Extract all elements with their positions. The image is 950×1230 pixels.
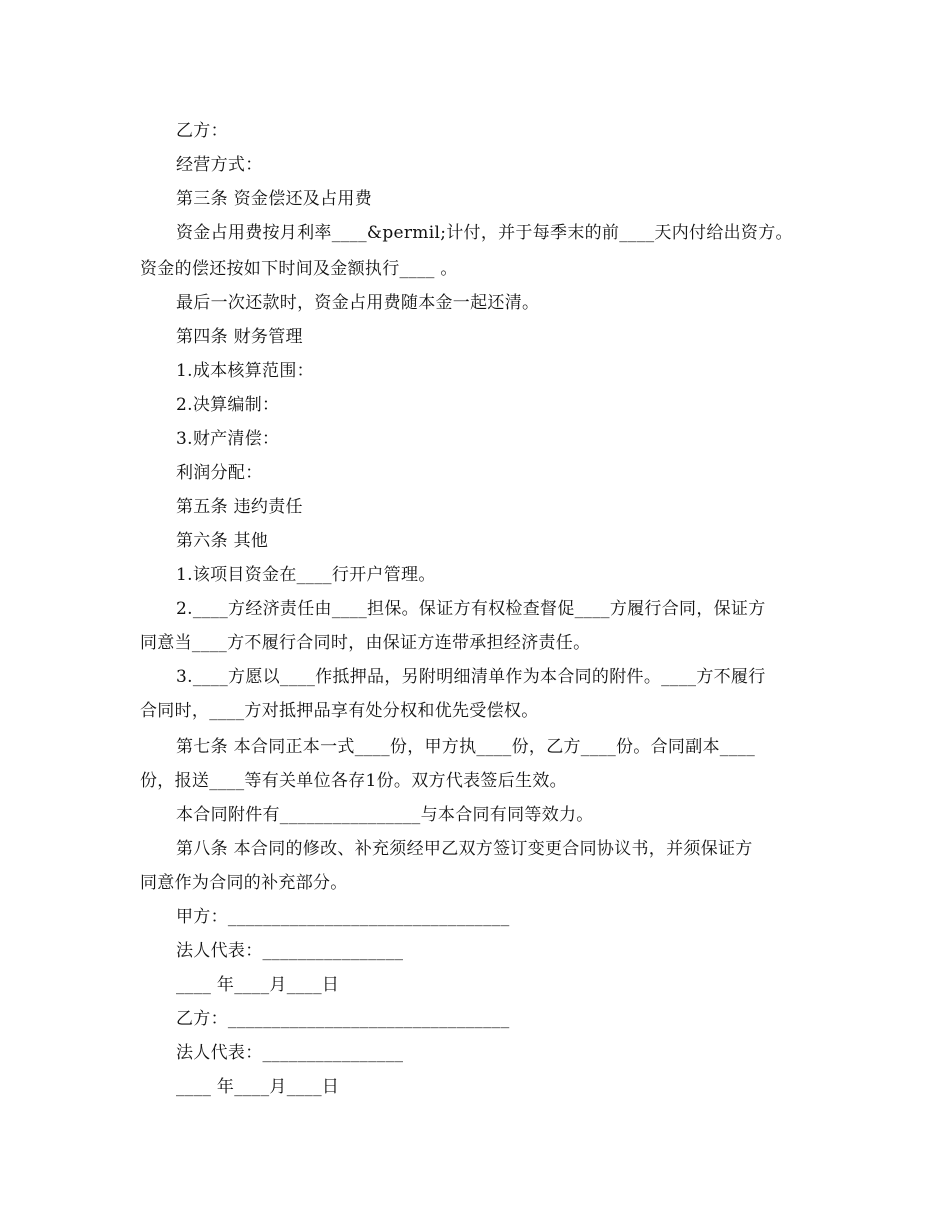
paragraph-line: 最后一次还款时，资金占用费随本金一起还清。 bbox=[176, 293, 540, 313]
paragraph-line: 本合同附件有________________与本合同有同等效力。 bbox=[176, 805, 594, 825]
paragraph-line: 资金的偿还按如下时间及金额执行____ 。 bbox=[140, 259, 458, 279]
legal-rep-signature-line: 法人代表：________________ bbox=[176, 1043, 404, 1063]
date-line: ____ 年____月____日 bbox=[176, 1077, 340, 1097]
article-7-text: 第七条 本合同正本一式____份，甲方执____份，乙方____份。合同副本____ bbox=[176, 737, 756, 757]
article-8-text: 第八条 本合同的修改、补充须经甲乙双方签订变更合同协议书，并须保证方 bbox=[176, 839, 753, 859]
business-mode-label: 经营方式： bbox=[176, 155, 263, 175]
list-item: 2.决算编制： bbox=[176, 395, 280, 415]
party-b-label: 乙方： bbox=[176, 121, 228, 141]
profit-distribution-label: 利润分配： bbox=[176, 463, 263, 483]
legal-rep-signature-line: 法人代表：________________ bbox=[176, 941, 404, 961]
date-line: ____ 年____月____日 bbox=[176, 975, 340, 995]
article-6-heading: 第六条 其他 bbox=[176, 531, 269, 551]
paragraph-line: 合同时，____方对抵押品享有处分权和优先受偿权。 bbox=[140, 701, 539, 721]
list-item: 1.成本核算范围： bbox=[176, 361, 314, 381]
article-5-heading: 第五条 违约责任 bbox=[176, 497, 303, 517]
paragraph-line: 资金占用费按月利率____&permil;计付，并于每季末的前____天内付给出资方。 bbox=[176, 223, 793, 243]
paragraph-line: 同意当____方不履行合同时，由保证方连带承担经济责任。 bbox=[140, 633, 591, 653]
paragraph-line: 同意作为合同的补充部分。 bbox=[140, 873, 348, 893]
paragraph-line: 份，报送____等有关单位各存1份。双方代表签后生效。 bbox=[140, 771, 567, 791]
list-item: 3.财产清偿： bbox=[176, 429, 280, 449]
list-item: 1.该项目资金在____行开户管理。 bbox=[176, 565, 436, 585]
party-a-signature-line: 甲方：________________________________ bbox=[176, 907, 510, 927]
article-4-heading: 第四条 财务管理 bbox=[176, 327, 303, 347]
article-3-heading: 第三条 资金偿还及占用费 bbox=[176, 189, 373, 209]
list-item: 2.____方经济责任由____担保。保证方有权检查督促____方履行合同，保证方 bbox=[176, 599, 766, 619]
list-item: 3.____方愿以____作抵押品，另附明细清单作为本合同的附件。____方不履行 bbox=[176, 667, 766, 687]
party-b-signature-line: 乙方：________________________________ bbox=[176, 1009, 510, 1029]
